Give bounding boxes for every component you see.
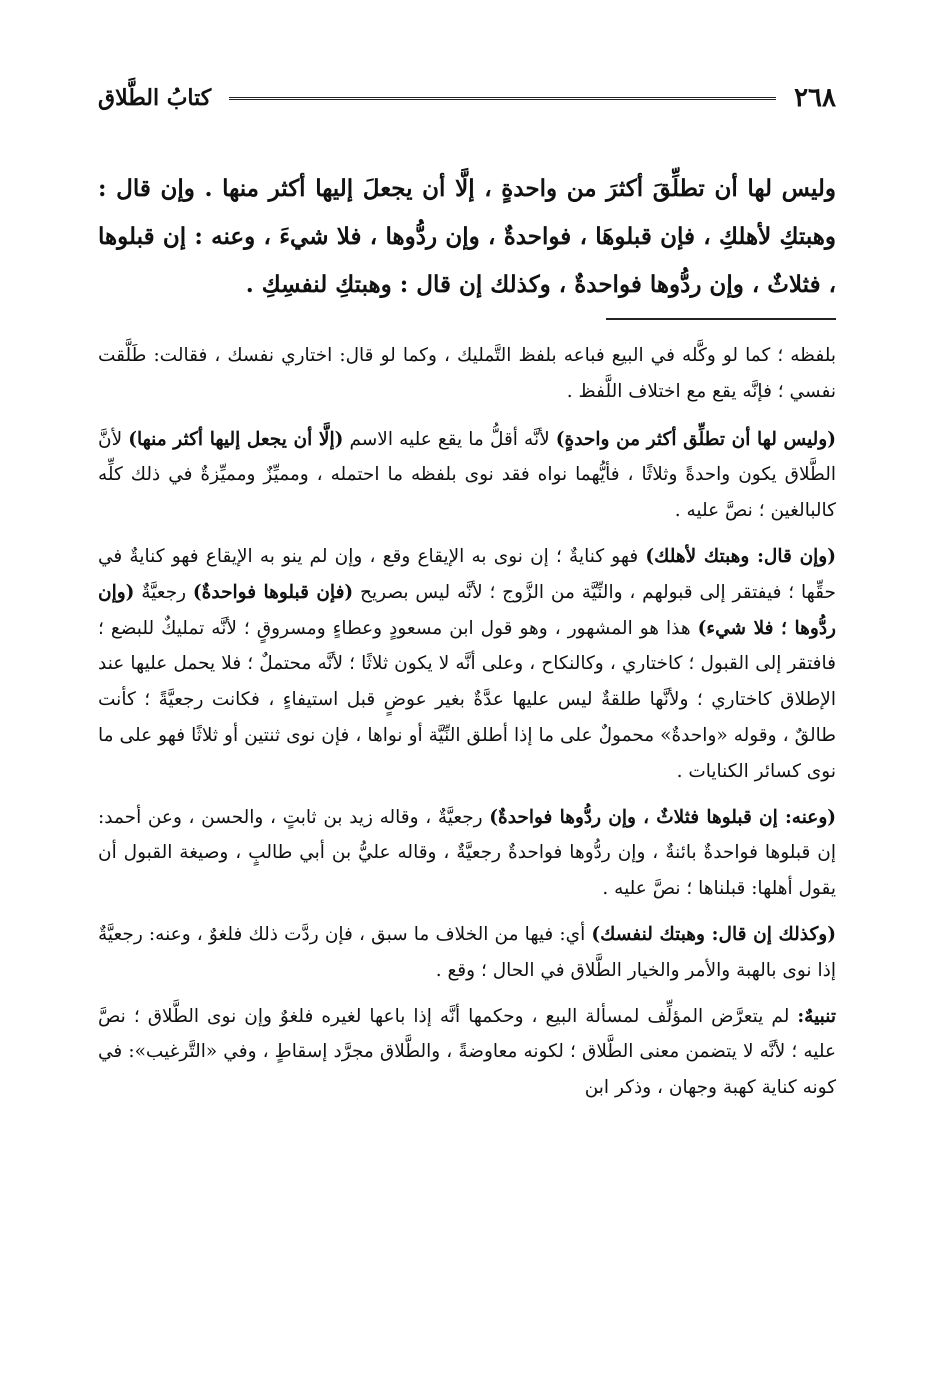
commentary	[98, 338, 836, 1116]
page-header	[98, 78, 836, 118]
main-text	[98, 165, 836, 309]
note-label: تنبيهٌ:	[797, 1005, 836, 1027]
commentary-text: بلفظه ؛ كما لو وكَّله في البيع فباعه بلفظ التَّمليك ، وكما لو قال: اختاري نفسك ، فقالت: طَلَّقت نفسي ؛ فإنَّه يقع مع اختلاف اللَّفظ .	[98, 345, 836, 402]
commentary-text: لم يتعرَّض المؤلِّف لمسألة البيع ، وحكمها أنَّه إذا باعها لغيره فلغوٌ وإن نوى الطَّلاق ؛ نصَّ عليه ؛ لأنَّه لا يتضمن معنى الطَّلاق ؛ لكونه معاوضةً ، والطَّلاق مجرَّد إسقاطٍ ، وفي «التَّرغيب»: في كونه كناية كهبة وجهان ، وذكر ابن	[98, 1005, 836, 1099]
main-text-paragraph: وليس لها أن تطلِّقَ أكثرَ من واحدةٍ ، إلَّا أن يجعلَ إليها أكثر منها . وإن قال : وهبتكِ لأهلكِ ، فإن قبلوهَا ، فواحدةٌ ، وإن ردُّوها ، فلا شيءَ ، وعنه : إن قبلوها ، فثلاثٌ ، وإن ردُّوها فواحدةٌ ، وكذلك إن قال : وهبتكِ لنفسِكِ .	[98, 175, 836, 298]
running-title: كتابُ الطَّلاق	[98, 85, 212, 111]
commentary-text: لأنَّه أقلُّ ما يقع عليه الاسم	[343, 428, 556, 450]
commentary-paragraph	[98, 917, 836, 989]
commentary-text: لأنَّ الطَّلاق يكون واحدةً وثلاثًا ، فأيُّهما نواه فقد نوى بلفظه ما احتمله ، ومميِّزٌ ومميِّزةٌ في ذلك كلِّه كالبالغين ؛ نصَّ عليه .	[98, 428, 836, 522]
quoted-matn: (وإن قال: وهبتك لأهلك)	[645, 545, 836, 567]
quoted-matn: (وكذلك إن قال: وهبتك لنفسك)	[591, 923, 836, 945]
commentary-paragraph	[98, 999, 836, 1106]
quoted-matn: (وليس لها أن تطلِّق أكثر من واحدةٍ)	[555, 428, 836, 450]
quoted-matn: (وعنه: إن قبلوها فثلاثٌ ، وإن ردُّوها فواحدةٌ)	[489, 806, 837, 828]
commentary-paragraph	[98, 800, 836, 907]
text-divider	[606, 318, 836, 320]
commentary-paragraph	[98, 422, 836, 529]
quoted-matn: (فإن قبلوها فواحدةٌ)	[192, 581, 354, 603]
quoted-matn: (وإن ردُّوها ؛ فلا شيء)	[98, 581, 836, 639]
commentary-paragraph	[98, 338, 836, 410]
commentary-text: رجعيَّةٌ ، وقاله زيد بن ثابتٍ ، والحسن ، وعن أحمد: إن قبلوها فواحدةٌ بائنةٌ ، وإن ردُّوها فواحدةٌ رجعيَّةٌ ، وقاله عليُّ بن أبي طالبٍ ، وصيغة القبول أن يقول أهلها: قبلناها ؛ نصَّ عليه .	[98, 806, 836, 900]
page-number: ٢٦٨	[794, 83, 836, 113]
commentary-text: أي: فيها من الخلاف ما سبق ، فإن ردَّت ذلك فلغوٌ ، وعنه: رجعيَّةٌ إذا نوى بالهبة والأمر والخيار الطَّلاق في الحال ؛ وقع .	[98, 923, 836, 981]
commentary-text: رجعيَّةٌ	[134, 581, 193, 603]
commentary-text: هذا هو المشهور ، وهو قول ابن مسعودٍ وعطاءٍ ومسروقٍ ؛ لأنَّه تمليكٌ للبضع ؛ فافتقر إلى القبول ؛ كاختاري ، وكالنكاح ، وعلى أنَّه لا يكون ثلاثًا ؛ لأنَّه محتملٌ ؛ فلا يحمل عليها عند الإطلاق كاختاري ؛ ولأنَّها طلقةٌ ليس عليها عدَّةٌ بغير عوضٍ قبل استيفاءٍ ، فكانت رجعيَّةً ؛ كأنت طالقٌ ، وقوله «واحدةٌ» محمولٌ على ما إذا أطلق النِّيَّة أو نواها ، فإن نوى ثنتين أو ثلاثًا فهو على ما نوى كسائر الكنايات .	[98, 617, 836, 782]
commentary-text: فهو كنايةٌ ؛ إن نوى به الإيقاع وقع ، وإن لم ينو به الإيقاع فهو كنايةٌ في حقِّها ؛ فيفتقر إلى قبولهم ، والنِّيَّة من الزَّوج ؛ لأنَّه ليس بصريح	[98, 545, 836, 603]
commentary-paragraph	[98, 539, 836, 790]
header-rule	[229, 97, 776, 100]
quoted-matn: (إلَّا أن يجعل إليها أكثر منها)	[128, 428, 344, 450]
